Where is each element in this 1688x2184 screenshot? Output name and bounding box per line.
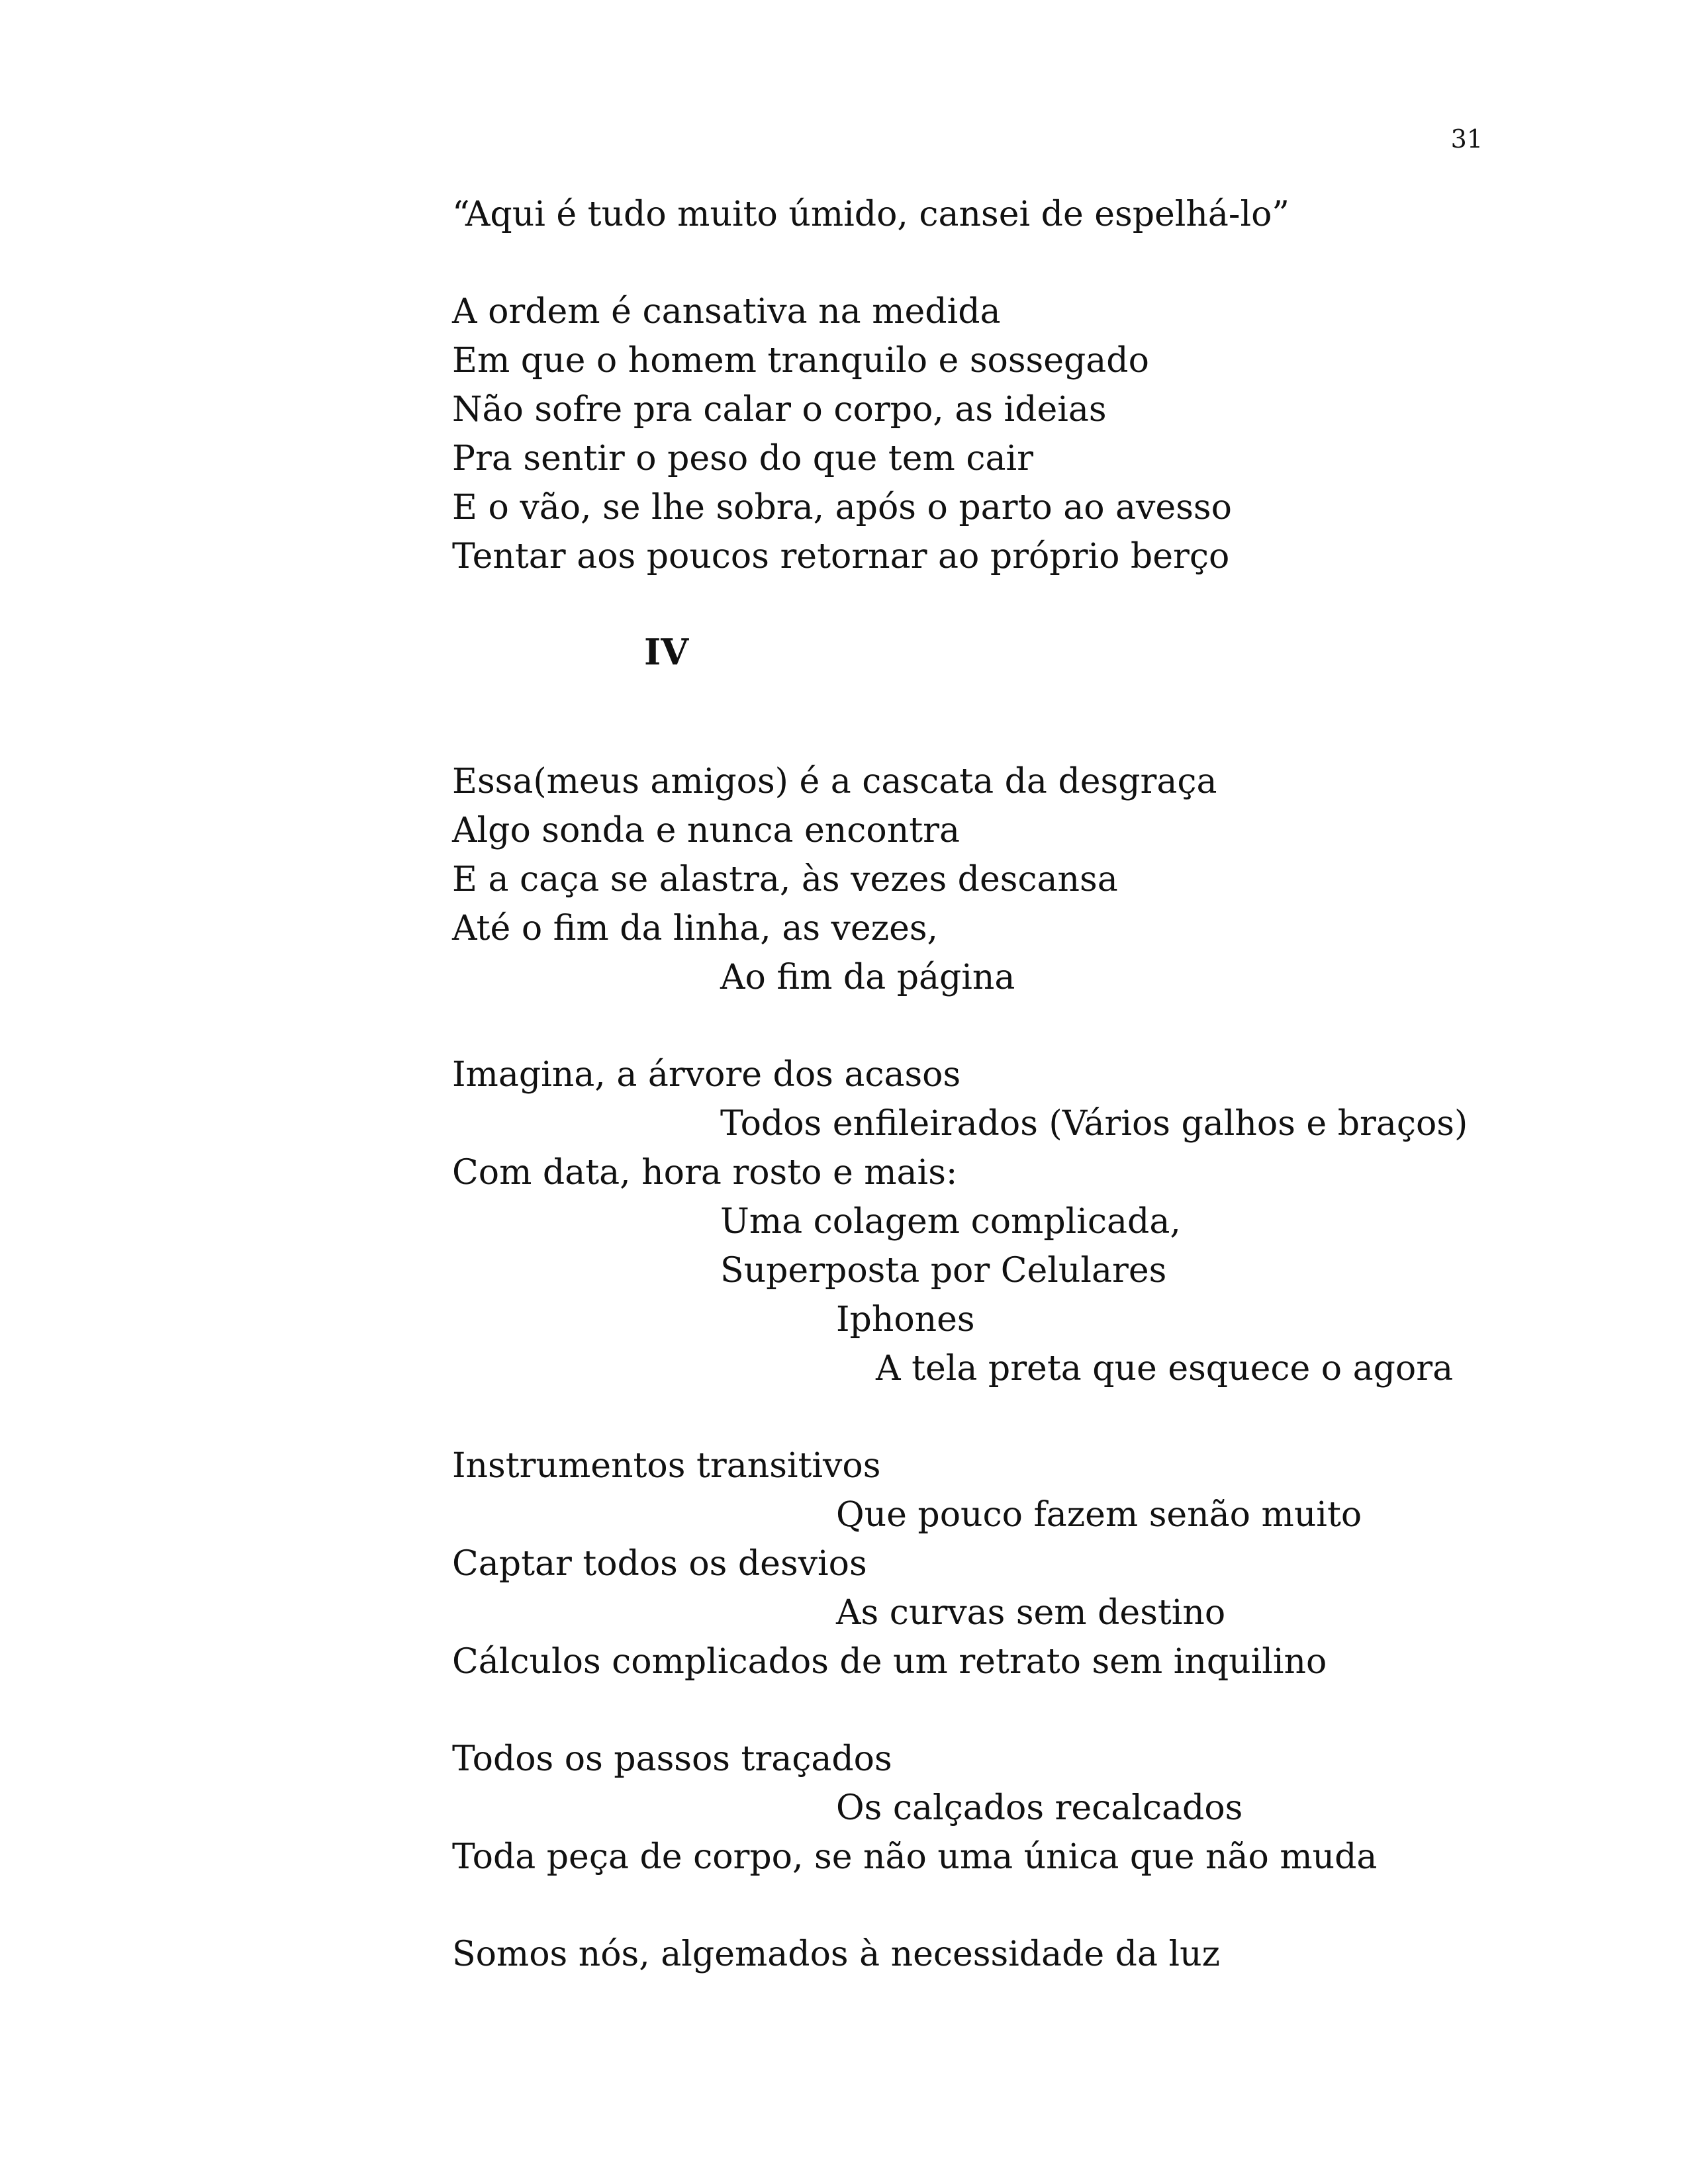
poem-line: As curvas sem destino xyxy=(836,1593,1226,1633)
poem-line: Todos enfileirados (Vários galhos e braços) xyxy=(720,1104,1468,1144)
poem-line: Com data, hora rosto e mais: xyxy=(452,1153,958,1193)
epigraph: “Aqui é tudo muito úmido, cansei de espelhá-lo” xyxy=(452,195,1289,234)
poem-line: Captar todos os desvios xyxy=(452,1544,867,1584)
poem-line: E a caça se alastra, às vezes descansa xyxy=(452,860,1118,899)
poem-line: Em que o homem tranquilo e sossegado xyxy=(452,341,1149,381)
poem-line: Toda peça de corpo, se não uma única que não muda xyxy=(452,1837,1378,1877)
poem-line: Essa(meus amigos) é a cascata da desgraça xyxy=(452,762,1217,801)
poem-line: Ao fim da página xyxy=(720,958,1015,997)
section-heading: IV xyxy=(644,631,689,673)
poem-line: Pra sentir o peso do que tem cair xyxy=(452,439,1033,478)
poem-line: Os calçados recalcados xyxy=(836,1788,1243,1828)
poem-line: Cálculos complicados de um retrato sem inquilino xyxy=(452,1642,1327,1682)
poem-line: Tentar aos poucos retornar ao próprio berço xyxy=(452,537,1230,576)
poem-line: Todos os passos traçados xyxy=(452,1739,892,1779)
poem-line: A tela preta que esquece o agora xyxy=(876,1349,1454,1388)
poem-line: Superposta por Celulares xyxy=(720,1251,1167,1291)
page-number: 31 xyxy=(1450,124,1483,154)
poem-line: Não sofre pra calar o corpo, as ideias xyxy=(452,390,1107,430)
poem-line: Somos nós, algemados à necessidade da luz xyxy=(452,1934,1221,1974)
poem-line: Iphones xyxy=(836,1300,975,1340)
poem-line: Instrumentos transitivos xyxy=(452,1446,881,1486)
poem-line: Imagina, a árvore dos acasos xyxy=(452,1055,961,1095)
poem-line: Até o fim da linha, as vezes, xyxy=(452,909,939,948)
poem-line: Algo sonda e nunca encontra xyxy=(452,811,960,850)
poem-line: E o vão, se lhe sobra, após o parto ao avesso xyxy=(452,488,1232,527)
poem-line: Que pouco fazem senão muito xyxy=(836,1495,1362,1535)
poem-line: A ordem é cansativa na medida xyxy=(452,292,1001,332)
poem-line: Uma colagem complicada, xyxy=(720,1202,1181,1242)
